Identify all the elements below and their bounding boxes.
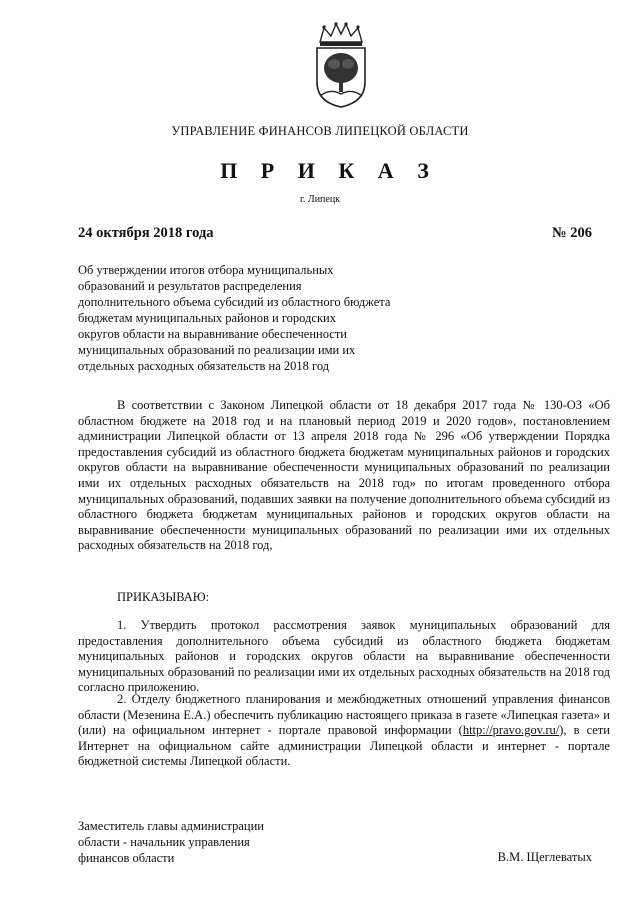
city-label: г. Липецк xyxy=(299,194,341,205)
coat-of-arms-icon xyxy=(312,22,370,108)
document-subject xyxy=(78,262,458,374)
signer-position xyxy=(78,818,264,866)
signer-position-line: финансов области xyxy=(78,851,175,865)
item2-text-end: ), в сети Интернет на официальном сайте администрации Липецкой области и интернет - портале бюджетной системы Липецкой области. xyxy=(78,723,610,769)
preamble-paragraph: В соответствии с Законом Липецкой области от 18 декабря 2017 года № 130-ОЗ «Об областном бюджете на 2018 год и на плановый период 2019 и 2020 годов», постановлением администрации Липецкой области от 13 апреля 2018 года № 296 «Об утверждении Порядка предоставления субсидий из областного бюджета бюджетам муниципальных районов и городских округов области на выравнивание обеспеченности муниципальных образований по реализации ими их отдельных расходных обязательств на 2018 год» по итогам проведенного отбора муниципальных образований, подавших заявки на получение дополнительного объема субсидий из областного бюджета бюджетам муниципальных районов и городских округов области на выравнивание обеспеченности муниципальных образований по реализации ими их отдельных расходных обязательств на 2018 год, xyxy=(78,398,610,553)
signer-name: В.М. Щеглеватых xyxy=(497,850,592,864)
item2-text-start: 2. Отделу бюджетного планирования и межбюджетных отношений управления финансов области (Мезенина Е.А.) обеспечить публикацию настоящего приказа в газете «Липецкая газета» и (или) на официальном интернет - портале правовой информации ( xyxy=(78,692,610,738)
order-word: ПРИКАЗЫВАЮ: xyxy=(117,590,210,604)
organization-name: УПРАВЛЕНИЕ ФИНАНСОВ ЛИПЕЦКОЙ ОБЛАСТИ xyxy=(171,124,469,138)
subject-line: муниципальных образований по реализации ими их xyxy=(78,343,356,357)
order-item-1: 1. Утвердить протокол рассмотрения заявок муниципальных образований для предоставления дополнительного объема субсидий из областного бюджета бюджетам муниципальных районов и городских округов области на выравнивание обеспеченности муниципальных образований по реализации ими их отдельных расходных обязательств на 2018 год согласно приложению. xyxy=(78,618,610,695)
subject-line: бюджетам муниципальных районов и городских xyxy=(78,311,336,325)
subject-line: округов области на выравнивание обеспеченности xyxy=(78,327,347,341)
document-date: 24 октября 2018 года xyxy=(78,225,214,241)
order-item-2 xyxy=(78,692,610,770)
document-title: П Р И К А З xyxy=(220,158,438,183)
subject-line: дополнительного объема субсидий из областного бюджета xyxy=(78,295,391,309)
signer-position-line: области - начальник управления xyxy=(78,835,250,849)
signer-position-line: Заместитель главы администрации xyxy=(78,819,264,833)
subject-line: образований и результатов распределения xyxy=(78,279,302,293)
subject-line: Об утверждении итогов отбора муниципальных xyxy=(78,263,334,277)
document-number: № 206 xyxy=(552,225,592,241)
pravo-gov-link[interactable]: http://pravo.gov.ru/ xyxy=(462,723,560,738)
subject-line: отдельных расходных обязательств на 2018 год xyxy=(78,359,330,373)
